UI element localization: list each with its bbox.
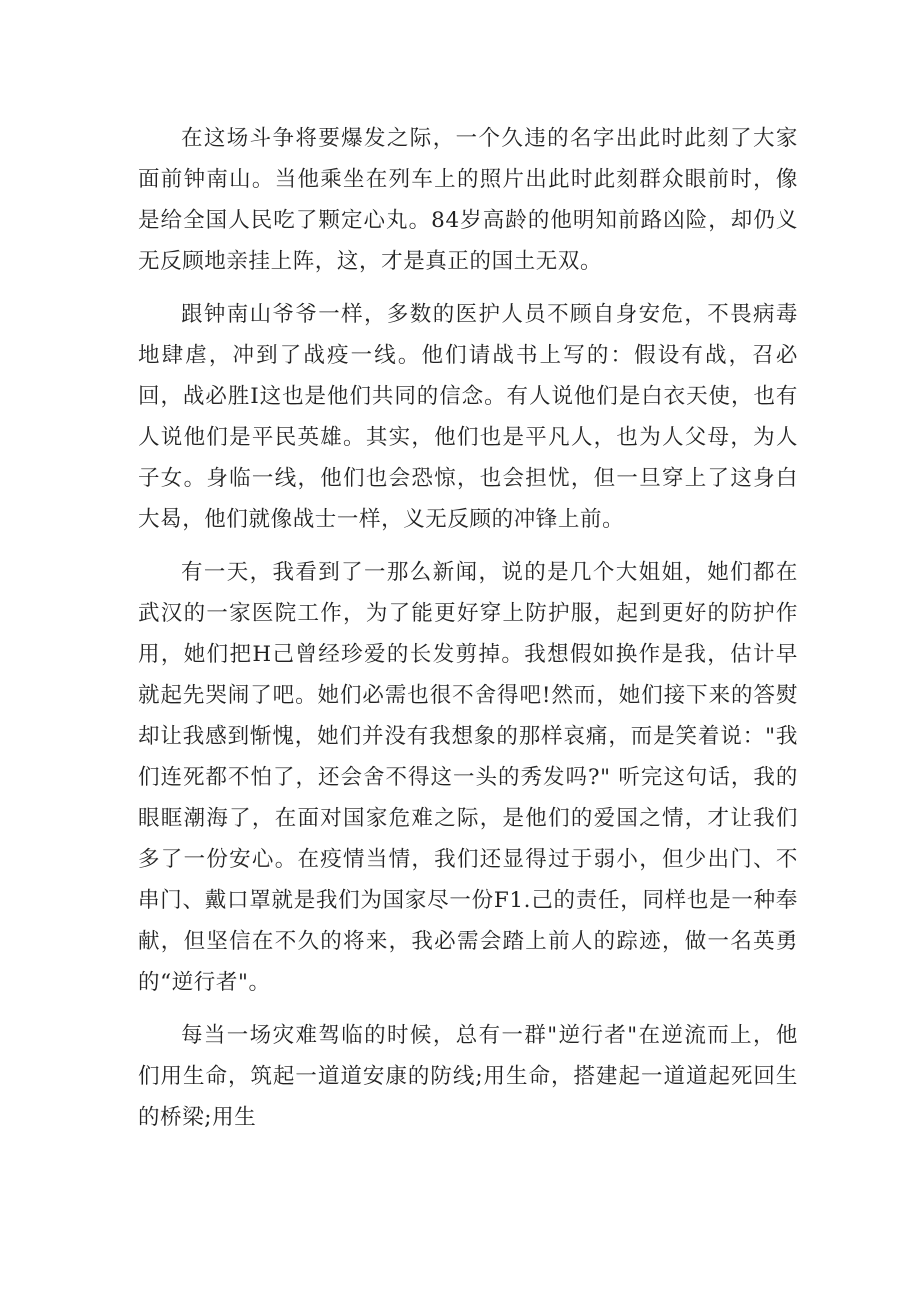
paragraph-1: 在这场斗争将要爆发之际，一个久违的名字出此时此刻了大家面前钟南山。当他乘坐在列车上的照片出此时此刻群众眼前时，像是给全国人民吃了颗定心丸。84岁高龄的他明知前路凶险，却仍义无反顾地亲挂上阵，这，才是真正的国土无双。 (138, 126, 798, 274)
paragraph-4: 每当一场灾难驾临的时候，总有一群"逆行者"在逆流而上，他们用生命，筑起一道道安康的防线;用生命，搭建起一道道起死回生的桥梁;用生 (138, 1023, 798, 1130)
paragraph-3: 有一天，我看到了一那么新闻，说的是几个大姐姐，她们都在武汉的一家医院工作，为了能更好穿上防护服，起到更好的防护作用，她们把H己曾经珍爱的长发剪掉。我想假如换作是我，估计早就起先哭闹了吧。她们必需也很不舍得吧!然而，她们接下来的答熨却让我感到惭愧，她们并没有我想象的那样哀痛，而是笑着说："我们连死都不怕了，还会舍不得这一头的秀发吗?" 听完这句话，我的眼眶潮海了，在面对国家危难之际，是他们的爱国之情，才让我们多了一份安心。在疫情当情，我们还显得过于弱小，但少出门、不串门、戴口罩就是我们为国家尽一份F1.己的责任，同样也是一种奉献，但坚信在不久的将来，我必需会踏上前人的踪迹，做一名英勇的“逆行者"。 (138, 560, 798, 995)
document-body (138, 118, 798, 1150)
paragraph-2: 跟钟南山爷爷一样，多数的医护人员不顾自身安危，不畏病毒地肆虐，冲到了战疫一线。他们请战书上写的：假设有战，召必回，战必胜I这也是他们共同的信念。有人说他们是白衣天使，也有人说他们是平民英雄。其实，他们也是平凡人，也为人父母，为人子女。身临一线，他们也会恐惊，也会担忧，但一旦穿上了这身白大曷，他们就像战士一样，义无反顾的冲锋上前。 (138, 302, 798, 532)
